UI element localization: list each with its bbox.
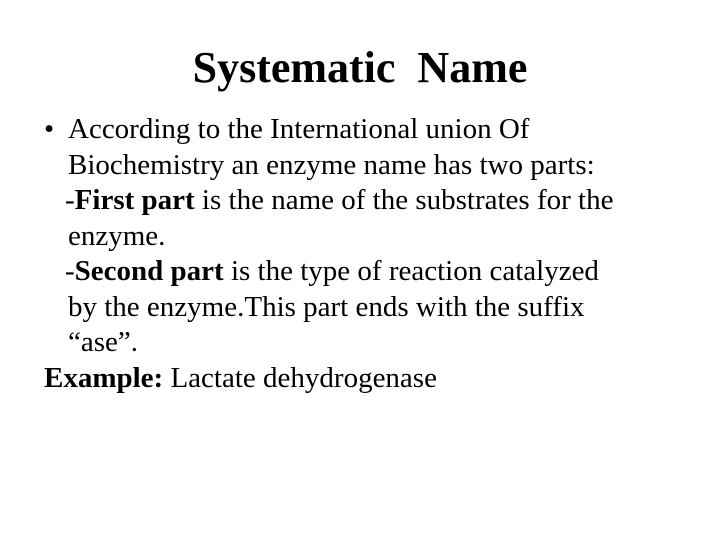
second-part-text: is the type of reaction catalyzed: [223, 255, 599, 287]
second-part-continuation-2: “ase”.: [68, 326, 139, 358]
first-part-prefix: -: [65, 184, 75, 216]
first-part-label: First part: [74, 184, 195, 216]
first-part-text: is the name of the substrates for the: [194, 184, 614, 216]
first-part-continuation: enzyme.: [68, 219, 166, 252]
example-line: [44, 361, 694, 397]
bullet-text-line-2: Biochemistry an enzyme name has two parts:: [68, 148, 595, 181]
example-label: Example:: [44, 361, 164, 394]
bullet-symbol: •: [44, 113, 55, 145]
second-part-item: [44, 254, 694, 290]
first-part-item: [44, 183, 694, 219]
second-part-prefix: -: [65, 255, 75, 287]
bullet-text-line-1: According to the International union Of: [68, 113, 530, 145]
example-text: Lactate dehydrogenase: [163, 361, 437, 394]
slide-title: Systematic Name: [192, 43, 528, 92]
bullet-item: [44, 112, 694, 183]
slide-body: [44, 112, 694, 396]
second-part-continuation-1: by the enzyme.This part ends with the suffix: [68, 290, 585, 323]
second-part-label: Second part: [74, 255, 224, 287]
